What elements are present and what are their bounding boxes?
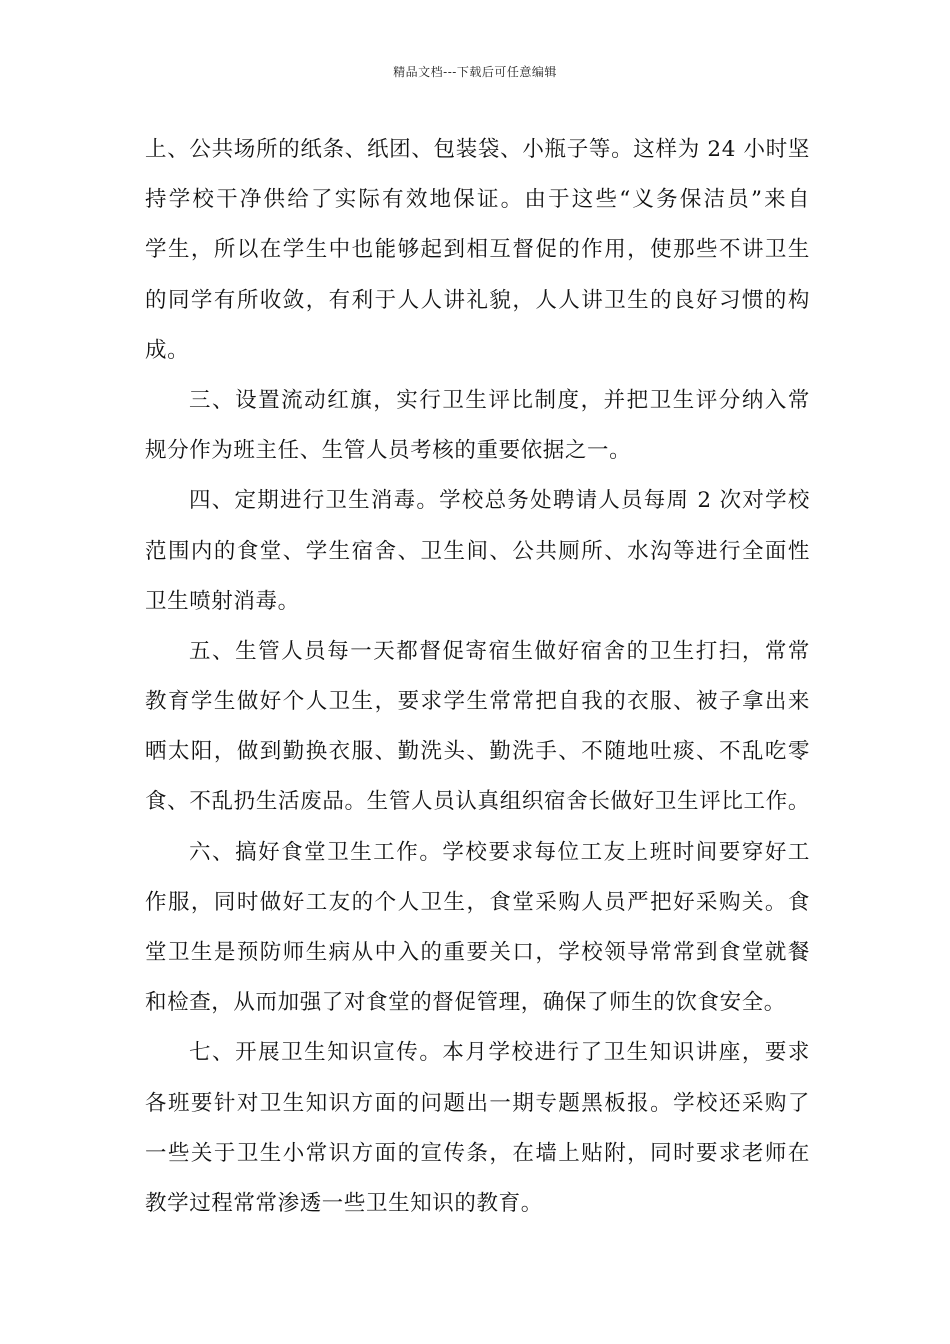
- paragraph-start-line: 三、设置流动红旗，实行卫生评比制度，并把卫生评分纳入常: [189, 387, 810, 413]
- document-body: [145, 132, 810, 1236]
- text-line: 一些关于卫生小常识方面的宣传条，在墙上贴附，同时要求老师在: [145, 1140, 810, 1166]
- text-line: 堂卫生是预防师生病从中入的重要关口，学校领导常常到食堂就餐: [145, 940, 810, 965]
- text-line: 成。: [145, 337, 190, 363]
- text-line: 持学校干净供给了实际有效地保证。由于这些“义务保洁员”来自: [145, 187, 810, 213]
- page-header: 精品文档---下载后可任意编辑: [393, 65, 557, 79]
- text-line: 教育学生做好个人卫生，要求学生常常把自我的衣服、被子拿出来: [145, 689, 810, 715]
- text-line: 范围内的食堂、学生宿舍、卫生间、公共厕所、水沟等进行全面性: [145, 538, 810, 564]
- paragraph-start-line: 六、搞好食堂卫生工作。学校要求每位工友上班时间要穿好工: [189, 839, 810, 865]
- text-line: 上、公共场所的纸条、纸团、包装袋、小瓶子等。这样为 24 小时坚: [145, 137, 810, 162]
- text-line: 的同学有所收敛，有利于人人讲礼貌，人人讲卫生的良好习惯的构: [145, 287, 810, 313]
- paragraph-start-line: 四、定期进行卫生消毒。学校总务处聘请人员每周 2 次对学校: [189, 488, 810, 514]
- text-line: 和检查，从而加强了对食堂的督促管理，确保了师生的饮食安全。: [145, 990, 786, 1016]
- text-line: 卫生喷射消毒。: [145, 588, 300, 614]
- text-line: 各班要针对卫生知识方面的问题出一期专题黑板报。学校还采购了: [145, 1090, 810, 1116]
- text-line: 作服，同时做好工友的个人卫生，食堂采购人员严把好采购关。食: [145, 889, 810, 915]
- text-line: 食、不乱扔生活废品。生管人员认真组织宿舍长做好卫生评比工作。: [145, 789, 810, 815]
- paragraph-start-line: 七、开展卫生知识宣传。本月学校进行了卫生知识讲座，要求: [189, 1040, 810, 1066]
- text-line: 规分作为班主任、生管人员考核的重要依据之一。: [145, 438, 632, 464]
- text-line: 学生，所以在学生中也能够起到相互督促的作用，使那些不讲卫生: [145, 237, 810, 263]
- text-line: 教学过程常常渗透一些卫生知识的教育。: [145, 1190, 543, 1216]
- paragraph-start-line: 五、生管人员每一天都督促寄宿生做好宿舍的卫生打扫，常常: [189, 638, 810, 664]
- text-line: 晒太阳，做到勤换衣服、勤洗头、勤洗手、不随地吐痰、不乱吃零: [145, 739, 810, 765]
